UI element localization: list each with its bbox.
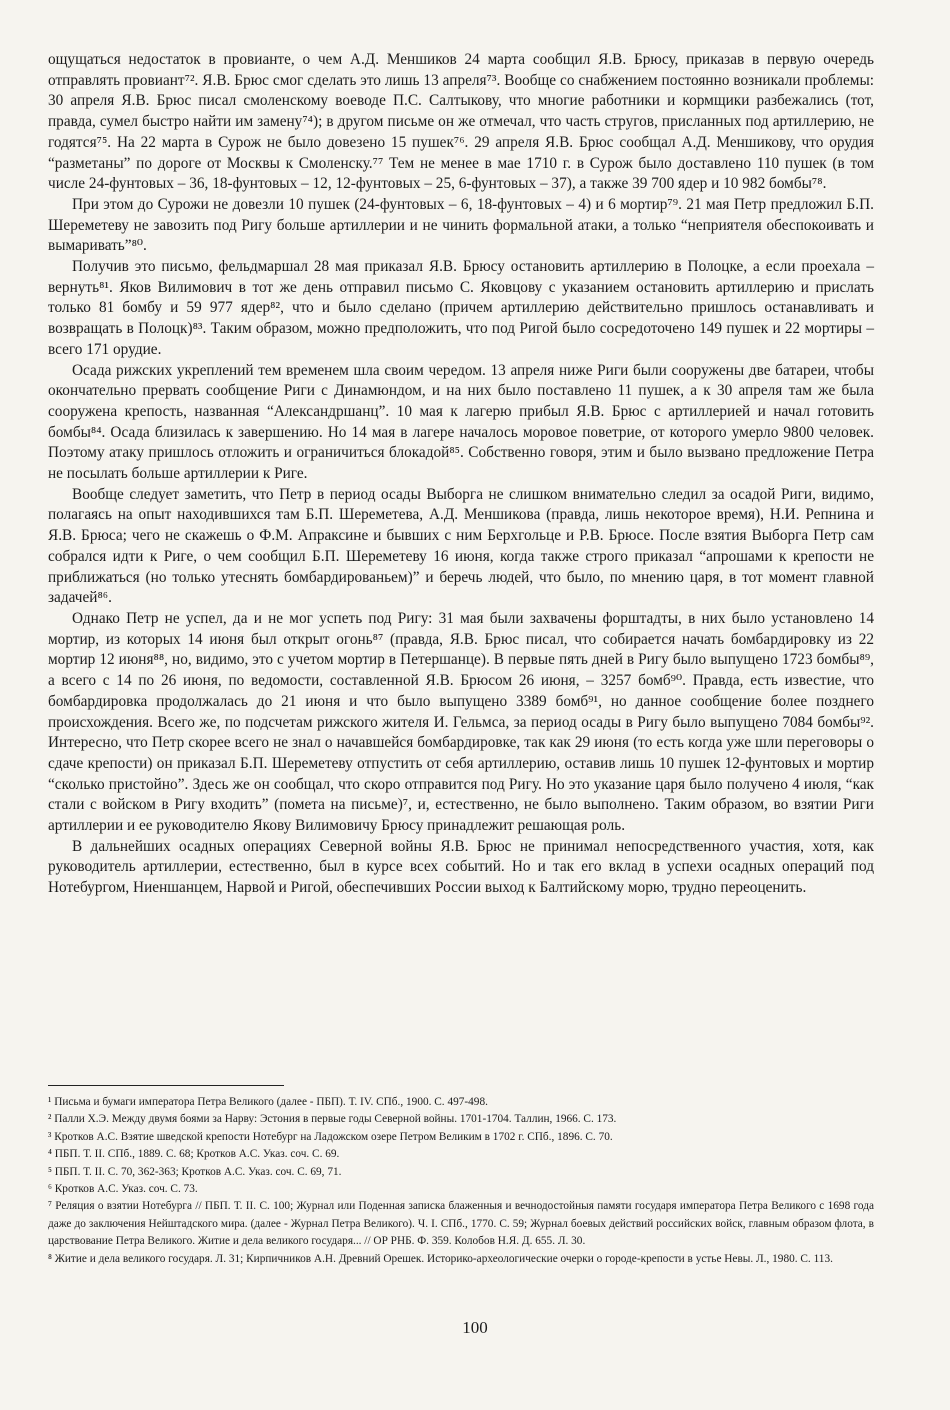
footnote: ⁴ ПБП. Т. II. СПб., 1889. С. 68; Кротков А.С. Указ. соч. С. 69. xyxy=(48,1148,340,1161)
footnote-divider xyxy=(48,1085,284,1086)
footnote: ⁵ ПБП. Т. II. С. 70, 362-363; Кротков А.С. Указ. соч. С. 69, 71. xyxy=(48,1165,342,1178)
main-text xyxy=(48,50,874,899)
footnote: ⁸ Житие и дела великого государя. Л. 31; Кирпичников А.Н. Древний Орешек. Историко-археологические очерки о городе-крепости в устье Невы. Л., 1980. С. 113. xyxy=(48,1252,833,1265)
page-number: 100 xyxy=(462,1318,488,1337)
footnote: ³ Кротков А.С. Взятие шведской крепости Нотебург на Ладожском озере Петром Великим в 1702 г. СПб., 1896. С. 70. xyxy=(48,1130,613,1143)
paragraph: Вообще следует заметить, что Петр в период осады Выборга не слишком внимательно следил за осадой Риги, видимо, полагаясь на опыт находившихся там Б.П. Шереметева, А.Д. Меншикова (правда, лишь некоторое время), Н.И. Репнина и Я.В. Брюса; чего не скажешь о Ф.М. Апраксине и бывших с ним Берхгольце и Р.В. Брюсе. После взятия Выборга Петр сам собрался идти к Риге, о чем сообщил Б.П. Шереметеву 16 июня, когда также строго приказал “апрошами к крепости не приближаться (но только утеснять бомбардированьем)” и беречь людей, что было, по мнению царя, в тот момент главной задачей⁸⁶. xyxy=(48,485,874,607)
footnotes xyxy=(48,1094,874,1268)
footnote: ² Палли Х.Э. Между двумя боями за Нарву: Эстония в первые годы Северной войны. 1701-1704. Таллин, 1966. С. 173. xyxy=(48,1113,617,1126)
paragraph: Однако Петр не успел, да и не мог успеть под Ригу: 31 мая были захвачены форштадты, в них было установлено 14 мортир, из которых 14 июня был открыт огонь⁸⁷ (правда, Я.В. Брюс писал, что собирается начать бомбардировку из 22 мортир 12 июня⁸⁸, но, видимо, это с учетом мортир в Петершанце). В первые пять дней в Ригу было выпущено 1723 бомбы⁸⁹, а всего с 14 по 26 июня, по ведомости, составленной Я.В. Брюсом 26 июня, – 3257 бомб⁹⁰. Правда, есть известие, что бомбардировка продолжалась до 21 июня и что было выпущено 3389 бомб⁹¹, но данное сообщение более позднего происхождения. Всего же, по подсчетам рижского жителя И. Гельмса, за период осады в Ригу было выпущено 7084 бомбы⁹². Интересно, что Петр скорее всего не знал о начавшейся бомбардировке, так как 29 июня (то есть когда уже шли переговоры о сдаче крепости) он приказал Б.П. Шереметеву отпустить от себя артиллерию, оставив лишь 10 пушек 12-фунтовых и мортир “сколько пристойно”. Здесь же он сообщал, что скоро отправится под Ригу. Но это указание царя было получено 4 июля, “как стали с войском в Ригу входить” (помета на письме)⁷, и, естественно, не было выполнено. Таким образом, во взятии Риги артиллерии и ее руководителю Якову Вилимовичу Брюсу принадлежит решающая роль. xyxy=(48,609,874,835)
paragraph: ощущаться недостаток в провианте, о чем А.Д. Меншиков 24 марта сообщил Я.В. Брюсу, приказав в первую очередь отправлять провиант⁷². Я.В. Брюс смог сделать это лишь 13 апреля⁷³. Вообще со снабжением постоянно возникали проблемы: 30 апреля Я.В. Брюс писал смоленскому воеводе П.С. Салтыкову, что многие работники и кормщики разбежались (тот, правда, сумел быстро найти им замену⁷⁴); в другом письме он же отмечал, что часть стругов, присланных под артиллерию, не годятся⁷⁵. На 22 марта в Сурож не было довезено 15 пушек⁷⁶. 29 апреля Я.В. Брюс сообщал А.Д. Меншикову, что орудия “разметаны” по дороге от Москвы к Смоленску.⁷⁷ Тем не менее в мае 1710 г. в Сурож было доставлено 110 пушек (в том числе 24-фунтовых – 36, 18-фунтовых – 12, 12-фунтовых – 25, 6-фунтовых – 37), а также 39 700 ядер и 10 982 бомбы⁷⁸. xyxy=(48,51,874,193)
paragraph: При этом до Сурожи не довезли 10 пушек (24-фунтовых – 6, 18-фунтовых – 4) и 6 мортир⁷⁹. 21 мая Петр предложил Б.П. Шереметеву не завозить под Ригу больше артиллерии и не чинить формальной атаки, а только “неприятеля обеспокоивать и вымаривать”⁸⁰. xyxy=(48,195,874,255)
footnote: ⁶ Кротков А.С. Указ. соч. С. 73. xyxy=(48,1183,198,1196)
paragraph: Получив это письмо, фельдмаршал 28 мая приказал Я.В. Брюсу остановить артиллерию в Полоцке, а если проехала – вернуть⁸¹. Яков Вилимович в тот же день отправил письмо С. Яковцову с указанием остановить артиллерию и прислать только 81 бомбу и 59 977 ядер⁸², что и было сделано (причем артиллерию действительно пришлось останавливать и возвращать в Полоцк)⁸³. Таким образом, можно предположить, что под Ригой было сосредоточено 149 пушек и 22 мортиры – всего 171 орудие. xyxy=(48,258,874,358)
footnote: ¹ Письма и бумаги императора Петра Великого (далее - ПБП). Т. IV. СПб., 1900. С. 497-498. xyxy=(48,1096,488,1108)
paragraph: В дальнейших осадных операциях Северной войны Я.В. Брюс не принимал непосредственного участия, хотя, как руководитель артиллерии, естественно, был в курсе всех событий. Но и так его вклад в успехи осадных операций под Нотебургом, Ниеншанцем, Нарвой и Ригой, обеспечивших России выход к Балтийскому морю, трудно переоценить. xyxy=(48,837,874,897)
paragraph: Осада рижских укреплений тем временем шла своим чередом. 13 апреля ниже Риги были сооружены две батареи, чтобы окончательно прервать сообщение Риги с Динамюндом, и на них было поставлено 11 пушек, а к 30 апреля там же была сооружена крепость, названная “Александршанц”. 10 мая к лагерю прибыл Я.В. Брюс с артиллерией и начал готовить бомбы⁸⁴. Осада близилась к завершению. Но 14 мая в лагере началось моровое поветрие, от которого умерло 9800 человек. Поэтому атаку пришлось отложить и ограничиться блокадой⁸⁵. Собственно говоря, этим и было вызвано предложение Петра не посылать больше артиллерии к Риге. xyxy=(48,361,874,483)
footnote: ⁷ Реляция о взятии Нотебурга // ПБП. Т. II. С. 100; Журнал или Поденная записка блаженныя и вечнодостойныя памяти государя императора Петра Великого с 1698 года даже до заключения Нейштадского мира. (далее - Журнал Петра Великого). Ч. I. СПб., 1770. С. 59; Журнал боевых действий российских войск, главным образом флота, в царствование Петра Великого. Житие и дела великого государя... // ОР РНБ. Ф. 359. Колобов Н.Я. Д. 655. Л. 30. xyxy=(48,1200,874,1248)
